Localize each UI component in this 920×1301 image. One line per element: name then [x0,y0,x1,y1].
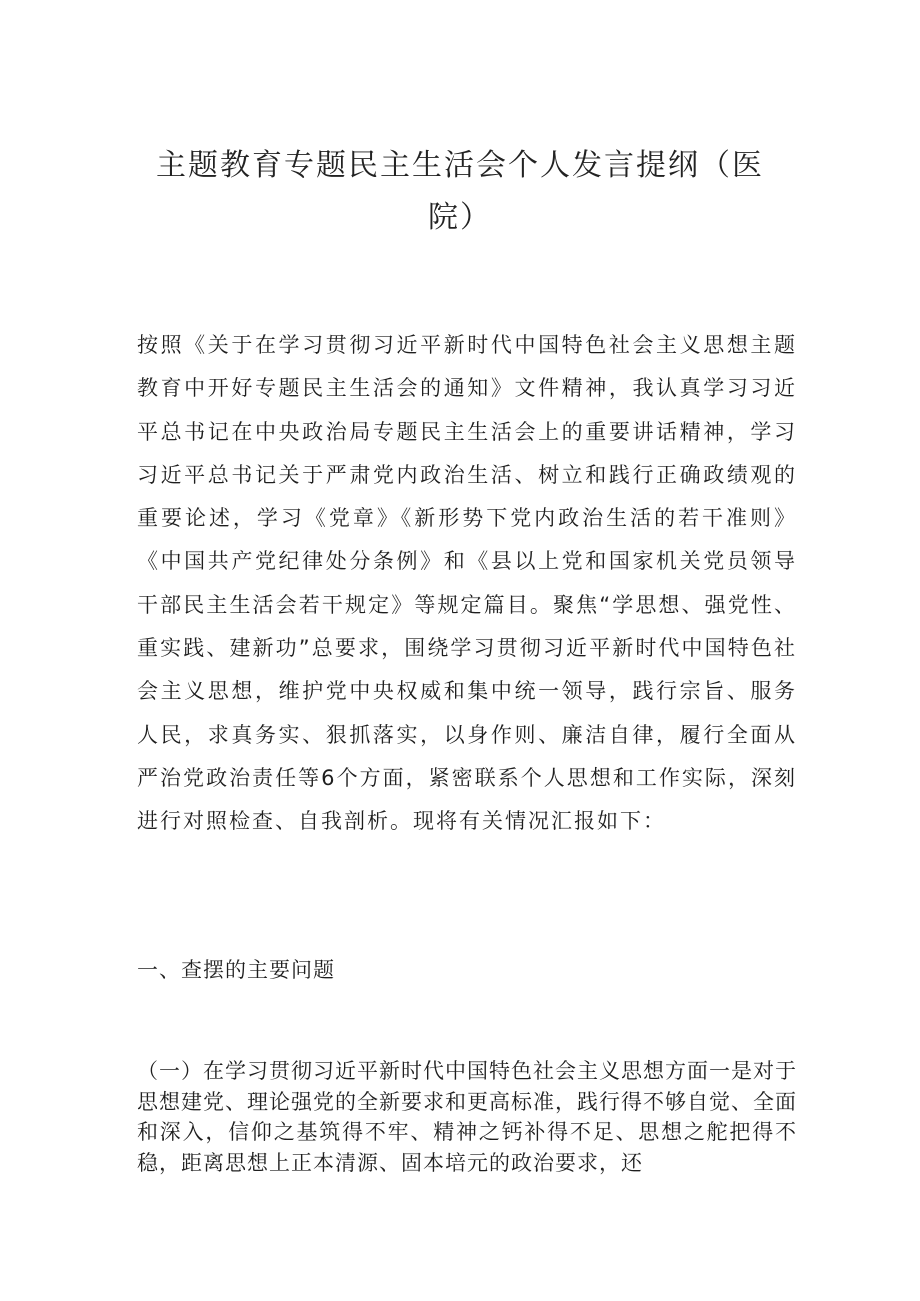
section-heading: 一、查摆的主要问题 [137,958,335,982]
document-title: 主题教育专题民主生活会个人发言提纲（医院） [156,148,764,235]
intro-paragraph: 按照《关于在学习贯彻习近平新时代中国特色社会主义思想主题教育中开好专题民主生活会的通知》文件精神，我认真学习习近平总书记在中央政治局专题民主生活会上的重要讲话精神，学习习近平总书记关于严肃党内政治生活、树立和践行正确政绩观的重要论述，学习《党章》《新形势下党内政治生活的若干准则》《中国共产党纪律处分条例》和《县以上党和国家机关党员领导干部民主生活会若干规定》等规定篇目。聚焦“学思想、强党性、重实践、建新功”总要求，围绕学习贯彻习近平新时代中国特色社会主义思想，维护党中央权威和集中统一领导，践行宗旨、服务人民，求真务实、狠抓落实，以身作则、廉洁自律，履行全面从严治党政治责任等6个方面，紧密联系个人思想和工作实际，深刻进行对照检查、自我剖析。现将有关情况汇报如下： [137,333,797,834]
subsection-paragraph: （一）在学习贯彻习近平新时代中国特色社会主义思想方面一是对于思想建党、理论强党的全新要求和更高标准，践行得不够自觉、全面和深入，信仰之基筑得不牢、精神之钙补得不足、思想之舵把得不稳，距离思想上正本清源、固本培元的政治要求，还 [137,1059,797,1175]
